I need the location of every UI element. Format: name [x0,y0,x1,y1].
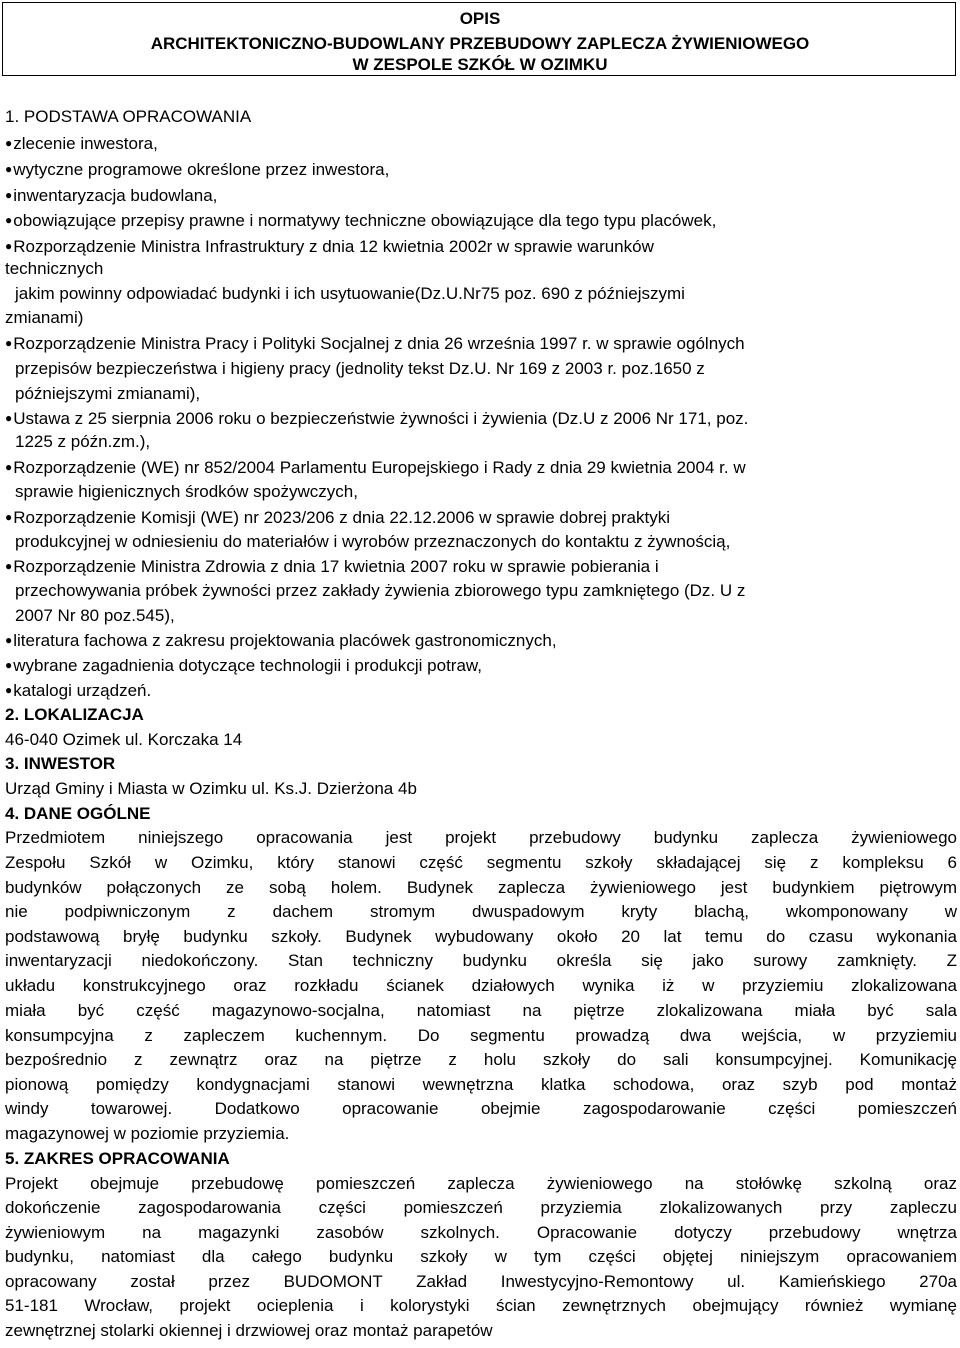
list-item: ●Rozporządzenie Ministra Pracy i Polityki Socjalnej z dnia 26 września 1997 r. w sprawie ogólnych [5,334,745,353]
paragraph-line: Projekt obejmuje przebudowę pomieszczeń zaplecza żywieniowego na stołówkę szkolną oraz [5,1174,957,1193]
section2-text: 46-040 Ozimek ul. Korczaka 14 [5,730,243,749]
list-item: ●Rozporządzenie Ministra Zdrowia z dnia 17 kwietnia 2007 roku w sprawie pobierania i [5,557,659,576]
list-item-continuation: 1225 z późn.zm.), [15,432,151,451]
list-item: ●inwentaryzacja budowlana, [5,186,218,205]
paragraph-line: windy towarowej. Dodatkowo opracowanie obejmie zagospodarowanie części pomieszczeń [5,1099,957,1118]
paragraph-line: magazynowej w poziomie przyziemia. [5,1124,290,1143]
section3-heading: 3. INWESTOR [5,754,116,773]
bullet-icon: ● [5,658,13,672]
paragraph-line: układu konstrukcyjnego oraz rozkładu ścianek działowych wynika iż w przyziemiu zlokalizowana [5,976,957,995]
list-item: ●obowiązujące przepisy prawne i normatywy techniczne obowiązujące dla tego typu placówek, [5,211,717,230]
paragraph-line: pionową pomiędzy kondygnacjami stanowi wewnętrzna klatka schodowa, oraz szyb pod montaż [5,1075,957,1094]
bullet-icon: ● [5,460,13,474]
bullet-icon: ● [5,188,13,202]
list-item: ●Rozporządzenie Komisji (WE) nr 2023/206 z dnia 22.12.2006 w sprawie dobrej praktyki [5,508,670,527]
list-item: ●zlecenie inwestora, [5,134,158,153]
bullet-icon: ● [5,510,13,524]
list-item: ●Ustawa z 25 sierpnia 2006 roku o bezpieczeństwie żywności i żywienia (Dz.U z 2006 Nr 171, poz. [5,409,749,428]
bullet-icon: ● [5,213,13,227]
section5-heading: 5. ZAKRES OPRACOWANIA [5,1149,230,1168]
document-subtitle: ARCHITEKTONICZNO-BUDOWLANY PRZEBUDOWY ZAPLECZA ŻYWIENIOWEGO [150,34,810,53]
paragraph-line: budynków połączonych ze sobą holem. Budynek zaplecza żywieniowego jest budynkiem piętrowym [5,878,957,897]
list-item-continuation: 2007 Nr 80 poz.545), [15,606,175,625]
paragraph-line: opracowany został przez BUDOMONT Zakład Inwestycyjno-Remontowy ul. Kamieńskiego 270a [5,1272,957,1291]
bullet-icon: ● [5,559,13,573]
document-title: OPIS [459,9,501,28]
paragraph-line: Przedmiotem niniejszego opracowania jest projekt przebudowy budynku zaplecza żywieniowego [5,828,957,847]
section1-heading: 1. PODSTAWA OPRACOWANIA [5,107,252,126]
list-item-continuation: zmianami) [5,308,84,327]
list-item-continuation: produkcyjnej w odniesieniu do materiałów i wyrobów przeznaczonych do kontaktu z żywnością, [15,532,731,551]
document-subtitle-school: W ZESPOLE SZKÓŁ W OZIMKU [352,55,608,74]
paragraph-line: inwentaryzacji niedokończony. Stan techniczny budynku określa się jako surowy zamknięty. Z [5,951,957,970]
list-item-continuation: przepisów bezpieczeństwa i higieny pracy (jednolity tekst Dz.U. Nr 169 z 2003 r. poz.1650 z [15,359,705,378]
section3-text: Urząd Gminy i Miasta w Ozimku ul. Ks.J. Dzierżona 4b [5,779,417,798]
paragraph-line: budynku, natomiast dla całego budynku szkoły w tym części objętej niniejszym opracowaniem [5,1247,957,1266]
list-item-continuation: technicznych [5,259,104,278]
list-item: ●wybrane zagadnienia dotyczące technologii i produkcji potraw, [5,656,482,675]
bullet-icon: ● [5,239,13,253]
bullet-icon: ● [5,411,13,425]
bullet-icon: ● [5,162,13,176]
list-item: ●Rozporządzenie Ministra Infrastruktury z dnia 12 kwietnia 2002r w sprawie warunków [5,237,654,256]
title-box [2,2,956,76]
paragraph-line: Zespołu Szkół w Ozimku, który stanowi część segmentu szkoły składającej się z kompleksu 6 [5,853,957,872]
section4-heading: 4. DANE OGÓLNE [5,804,151,823]
paragraph-line: nie podpiwniczonym z dachem stromym dwuspadowym kryty blachą, wkomponowany w [5,902,957,921]
section2-heading: 2. LOKALIZACJA [5,705,144,724]
list-item: ●katalogi urządzeń. [5,681,152,700]
paragraph-line: zewnętrznej stolarki okiennej i drzwiowej oraz montaż parapetów [5,1321,493,1340]
bullet-icon: ● [5,136,13,150]
bullet-icon: ● [5,336,13,350]
paragraph-line: dokończenie zagospodarowania części pomieszczeń przyziemia zlokalizowanych przy zapleczu [5,1198,957,1217]
list-item: ●wytyczne programowe określone przez inwestora, [5,160,390,179]
paragraph-line: miała być część magazynowo-socjalna, natomiast na piętrze zlokalizowana miała być sala [5,1001,957,1020]
list-item: ●Rozporządzenie (WE) nr 852/2004 Parlamentu Europejskiego i Rady z dnia 29 kwietnia 2004 r. w [5,458,746,477]
list-item-continuation: przechowywania próbek żywności przez zakłady żywienia zbiorowego typu zamkniętego (Dz. U z [15,581,746,600]
paragraph-line: konsumpcyjna z zapleczem kuchennym. Do segmentu prowadzą dwa wejścia, w przyziemiu [5,1026,957,1045]
paragraph-line: bezpośrednio z zewnątrz oraz na piętrze z holu szkoły do sali konsumpcyjnej. Komunikację [5,1050,957,1069]
paragraph-line: 51-181 Wrocław, projekt ocieplenia i kolorystyki ścian zewnętrznych obejmujący również wymianę [5,1296,957,1315]
bullet-icon: ● [5,633,13,647]
list-item: ●literatura fachowa z zakresu projektowania placówek gastronomicznych, [5,631,557,650]
list-item-continuation: jakim powinny odpowiadać budynki i ich usytuowanie(Dz.U.Nr75 poz. 690 z późniejszymi [15,284,685,303]
bullet-icon: ● [5,683,13,697]
list-item-continuation: późniejszymi zmianami), [15,384,201,403]
list-item-continuation: sprawie higienicznych środków spożywczych, [15,482,358,501]
paragraph-line: żywieniowym na magazynki zasobów szkolnych. Opracowanie dotyczy przebudowy wnętrza [5,1223,957,1242]
paragraph-line: podstawową bryłę budynku szkoły. Budynek wybudowany około 20 lat temu do czasu wykonania [5,927,957,946]
